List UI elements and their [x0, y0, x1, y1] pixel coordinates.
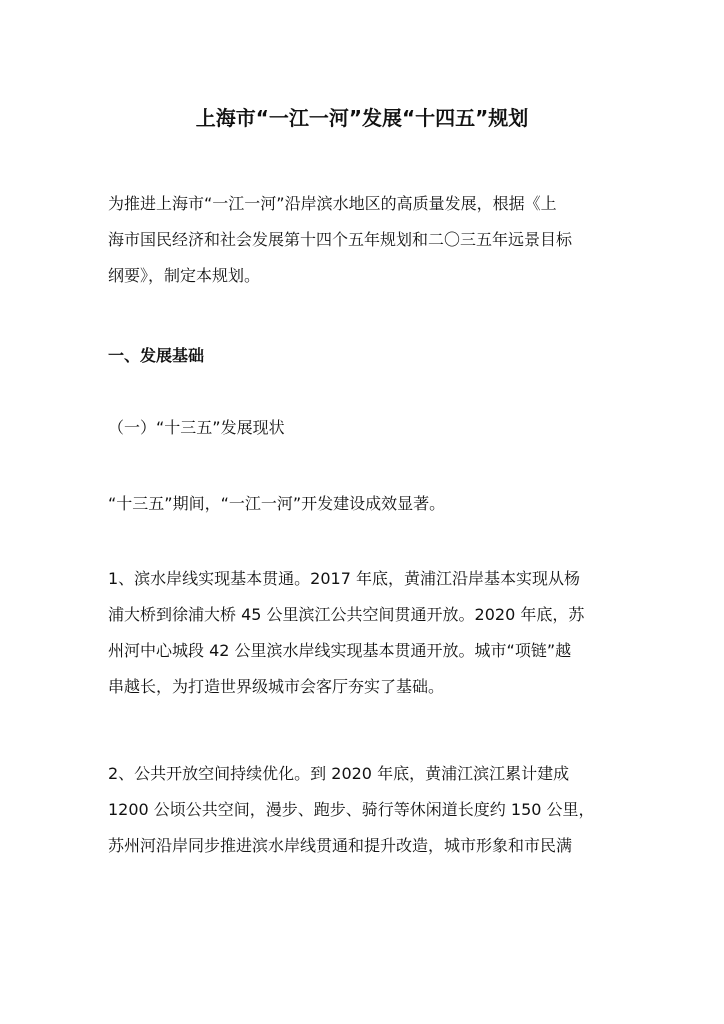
item1-line: 串越长，为打造世界级城市会客厅夯实了基础。: [108, 677, 445, 696]
summary-paragraph: “十三五”期间，“一江一河”开发建设成效显著。: [108, 494, 446, 513]
document-title: 上海市“一江一河”发展“十四五”规划: [195, 106, 529, 130]
item1-paragraph: [108, 561, 618, 705]
item2-line: 2、公共开放空间持续优化。到 2020 年底，黄浦江滨江累计建成: [108, 764, 570, 783]
item2-paragraph: [108, 756, 618, 864]
section-heading: 一、发展基础: [108, 346, 205, 365]
item2-line: 苏州河沿岸同步推进滨水岸线贯通和提升改造，城市形象和市民满: [108, 836, 573, 855]
item2-line: 1200 公顷公共空间，漫步、跑步、骑行等休闲道长度约 150 公里，: [108, 800, 595, 819]
item1-line: 浦大桥到徐浦大桥 45 公里滨江公共空间贯通开放。2020 年底，苏: [108, 605, 585, 624]
intro-line: 为推进上海市“一江一河”沿岸滨水地区的高质量发展，根据《上: [108, 194, 557, 213]
intro-paragraph: [108, 186, 618, 294]
intro-line: 海市国民经济和社会发展第十四个五年规划和二〇三五年远景目标: [108, 230, 573, 249]
item1-line: 1、滨水岸线实现基本贯通。2017 年底，黄浦江沿岸基本实现从杨: [108, 569, 580, 588]
item1-line: 州河中心城段 42 公里滨水岸线实现基本贯通开放。城市“项链”越: [108, 641, 572, 660]
subsection-heading: （一）“十三五”发展现状: [108, 418, 285, 437]
intro-line: 纲要》，制定本规划。: [108, 266, 261, 285]
